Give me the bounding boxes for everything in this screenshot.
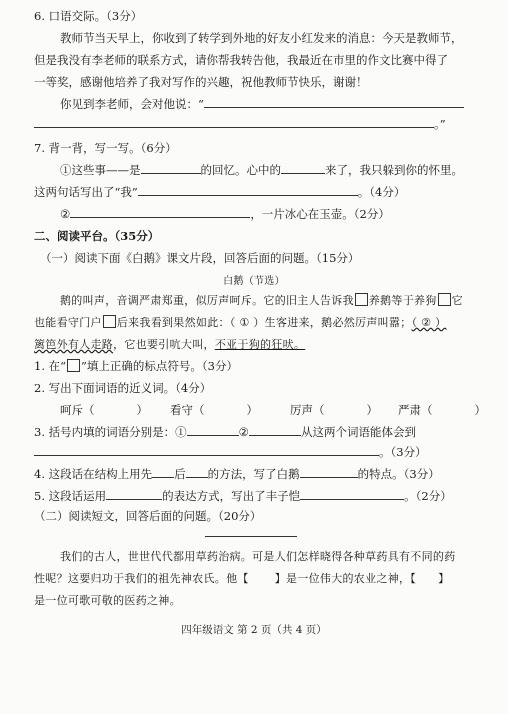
s2-q4-blank-1[interactable] — [152, 466, 174, 478]
passage-line1-text-b: 养鹅等于养狗 — [368, 294, 437, 307]
text2-line3: 是一位可歌可敬的医药之神。 — [34, 594, 181, 607]
q7-blank-1[interactable] — [141, 162, 201, 174]
s2-q1-text-a: 1. 在“ — [34, 359, 67, 373]
q7-line2-text-b: 。（4分） — [357, 185, 406, 199]
passage-line2 — [34, 314, 446, 330]
synonym-2-paren: ） — [246, 403, 258, 417]
q6-closing-quote: 。” — [434, 117, 446, 131]
s2-q4-text-d: 的特点。（3分） — [357, 467, 440, 481]
s2-q1-box-icon — [67, 359, 80, 372]
s2-q3-text-d: 。（3分） — [379, 445, 427, 459]
passage-line3-text-b: ，它也要引吭大叫， — [113, 338, 215, 351]
q7-line1-text-c: 来了，我只躲到你的怀里。 — [325, 163, 463, 177]
s2-q5 — [34, 488, 452, 504]
s2-q5-text-c: 。（2分） — [404, 489, 452, 503]
s2-q4-blank-2[interactable] — [186, 466, 208, 478]
passage-line2-text-b: 后来我看到果然如此：（ ① ）生客进来，鹅必然厉声叫嚣； — [116, 316, 412, 329]
q7-line3-text-a: ② — [60, 207, 71, 221]
q6-prompt — [60, 96, 464, 112]
text2-line2-text-b: 】是一位伟大的农业之神，【 — [274, 572, 417, 585]
synonym-3 — [290, 402, 378, 418]
synonym-3-paren: ） — [366, 403, 378, 417]
s2-q4-text-c: 的方法，写了白鹅 — [207, 467, 300, 481]
text2-line2-text-a: 性呢？这要归功于我们的祖先神农氏。他【 — [34, 572, 249, 585]
synonym-1 — [60, 402, 148, 418]
synonym-1-word: 呵斥（ — [60, 403, 95, 417]
punct-box-3[interactable] — [103, 315, 116, 328]
synonym-2 — [170, 402, 258, 418]
section2-title: 二、阅读平台。（35分） — [34, 229, 160, 243]
s2-q3-text-a: 3. 括号内填的词语分别是：① — [34, 425, 187, 439]
text2-line2 — [34, 570, 449, 586]
q7-blank-2[interactable] — [281, 162, 325, 174]
s2-q2: 2. 写出下面词语的近义词。（4分） — [34, 381, 212, 395]
q7-title: 7. 背一背，写一写。（6分） — [34, 141, 177, 155]
synonym-4-paren: ） — [474, 403, 486, 417]
punct-box-2[interactable] — [438, 293, 451, 306]
q6-para-line1: 教师节当天早上，你收到了转学到外地的好友小红发来的消息：今天是教师节， — [60, 31, 463, 45]
text2-line2-text-c: 】 — [438, 572, 450, 585]
synonym-4-word: 严肃（ — [398, 403, 433, 417]
passage-line2-text-a: 也能看守门户 — [34, 316, 102, 329]
s2-q5-blank-2[interactable] — [300, 488, 404, 500]
q7-line2-text-a: 这两句话写出了“我” — [34, 185, 138, 199]
s2-q3-line2 — [34, 444, 427, 460]
passage-line2-text-c: （ ② ） — [411, 316, 447, 329]
s2-q3-text-b: ② — [238, 425, 249, 439]
q7-line3-text-b: ，一片冰心在玉壶。（2分） — [250, 207, 390, 221]
q7-line3 — [60, 206, 390, 222]
synonym-4 — [398, 402, 486, 418]
s2-q3-blank-3[interactable] — [34, 444, 379, 456]
passage-line3-text-c: 不亚于狗的狂吠。 — [214, 338, 306, 351]
title-rule — [205, 536, 297, 537]
q7-line1-text-b: 的回忆。心中的 — [200, 163, 281, 177]
s2-q1 — [34, 358, 238, 374]
s2-q3-text-c: 从这两个词语能体会到 — [300, 425, 416, 439]
s2-q1-text-b: ”填上正确的标点符号。（3分） — [81, 359, 238, 373]
passage-title: 白鹅（节选） — [223, 276, 285, 287]
text2-line1: 我们的古人，世世代代都用草药治病。可是人们怎样晓得各种草药具有不同的药 — [60, 550, 456, 563]
s2-q5-text-b: 的表达方式，写出了丰子恺 — [162, 489, 301, 503]
section2-sub2: （二）阅读短文，回答后面的问题。（20分） — [34, 509, 262, 523]
q6-answer-blank-2[interactable] — [34, 116, 434, 128]
passage-line1-text-a: 鹅的叫声，音调严肃郑重，似厉声呵斥。它的旧主人告诉我 — [60, 294, 354, 307]
s2-q4 — [34, 466, 440, 482]
passage-line3-text-a: 篱笆外有人走路 — [34, 338, 114, 351]
q6-answer-blank-1[interactable] — [204, 96, 464, 108]
synonym-2-word: 看守（ — [170, 403, 205, 417]
punct-box-1[interactable] — [355, 293, 368, 306]
passage-line3 — [34, 336, 305, 352]
q7-line2 — [34, 184, 405, 200]
passage-line1-text-c: 它 — [451, 294, 463, 307]
s2-q4-text-a: 4. 这段话在结构上用先 — [34, 467, 153, 481]
s2-q3 — [34, 424, 416, 440]
s2-q5-text-a: 5. 这段话运用 — [34, 489, 107, 503]
page-footer: 四年级语文 第 2 页（共 4 页） — [181, 624, 327, 636]
q6-para-line3: 一等奖，感谢他培养了我对写作的兴趣，祝他教师节快乐，谢谢！ — [34, 75, 368, 89]
q6-prompt-text: 你见到李老师，会对他说：“ — [60, 97, 204, 111]
q6-title: 6. 口语交际。（3分） — [34, 9, 143, 23]
s2-q4-blank-3[interactable] — [300, 466, 358, 478]
synonym-3-word: 厉声（ — [290, 403, 325, 417]
s2-q4-text-b: 后 — [174, 467, 186, 481]
s2-q5-blank-1[interactable] — [106, 488, 162, 500]
section2-sub1: （一）阅读下面《白鹅》课文片段，回答后面的问题。（15分） — [40, 251, 360, 265]
q7-blank-4[interactable] — [70, 206, 250, 218]
passage-line1 — [60, 292, 463, 308]
s2-q3-blank-2[interactable] — [249, 424, 301, 436]
synonym-1-paren: ） — [136, 403, 148, 417]
q6-answer-line2 — [34, 116, 446, 132]
q7-line1 — [60, 162, 463, 178]
s2-q3-blank-1[interactable] — [187, 424, 239, 436]
q7-blank-3[interactable] — [138, 184, 358, 196]
q6-para-line2: 但是我没有李老师的联系方式，请你帮我转告他，我最近在市里的作文比赛中得了 — [34, 53, 448, 67]
q7-line1-text-a: ①这些事——是 — [60, 163, 141, 177]
